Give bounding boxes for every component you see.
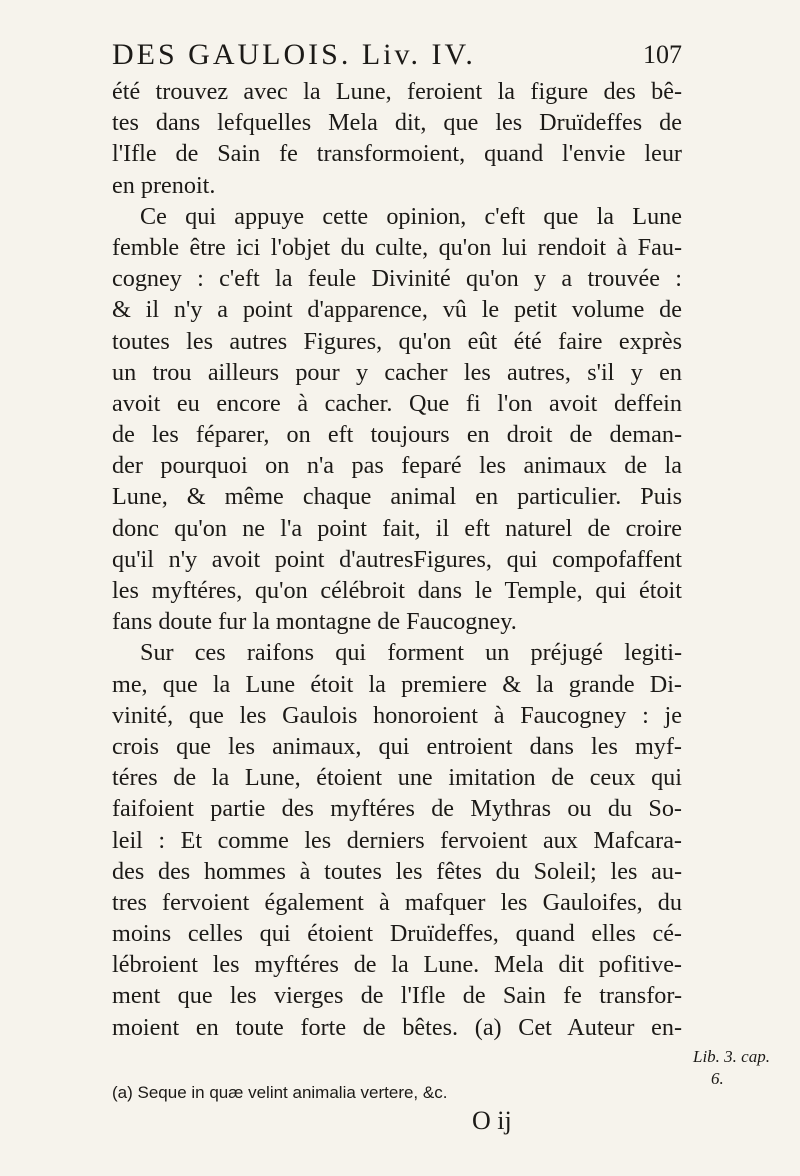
text-line: l'Ifle de Sain fe transformoient, quand l'envie leur xyxy=(112,140,682,168)
text-line: der pourquoi on n'a pas feparé les animaux de la xyxy=(112,452,682,480)
text-line: des des hommes à toutes les fêtes du Soleil; les au- xyxy=(112,857,682,885)
footnote: (a) Seque in quæ velint animalia vertere, &c. xyxy=(112,1083,448,1102)
page-number: 107 xyxy=(643,40,682,69)
text-line: les myftéres, qu'on célébroit dans le Temple, qui étoit xyxy=(112,577,682,604)
text-line: qu'il n'y avoit point d'autresFigures, qui compofaffent xyxy=(112,545,682,573)
text-line: été trouvez avec la Lune, feroient la figure des bê- xyxy=(112,78,682,105)
margin-note-reference: Lib. 3. cap. xyxy=(693,1047,770,1066)
text-line: crois que les animaux, qui entroient dans les myf- xyxy=(112,732,682,760)
text-line: tes dans lefquelles Mela dit, que les Druïdeffes de xyxy=(112,109,682,137)
text-line: lébroient les myftéres de la Lune. Mela dit pofitive- xyxy=(112,951,682,979)
text-line: cogney : c'eft la feule Divinité qu'on y a trouvée : xyxy=(112,265,682,293)
text-line: tres fervoient également à mafquer les Gauloifes, du xyxy=(112,888,682,916)
text-line: & il n'y a point d'apparence, vû le petit volume de xyxy=(112,296,682,324)
text-line: faifoient partie des myftéres de Mythras ou du So- xyxy=(112,795,682,823)
text-line: téres de la Lune, étoient une imitation de ceux qui xyxy=(112,764,682,792)
signature-mark: O ij xyxy=(472,1106,512,1135)
text-line: donc qu'on ne l'a point fait, il eft naturel de croire xyxy=(112,514,682,542)
text-line: femble être ici l'objet du culte, qu'on lui rendoit à Fau- xyxy=(112,233,682,261)
text-line: moins celles qui étoient Druïdeffes, quand elles cé- xyxy=(112,920,682,948)
text-line: fans doute fur la montagne de Faucogney. xyxy=(112,608,517,636)
margin-note-chapter: 6. xyxy=(711,1069,724,1088)
text-line: Lune, & même chaque animal en particulier. Puis xyxy=(112,483,682,511)
text-line: me, que la Lune étoit la premiere & la grande Di- xyxy=(112,670,682,698)
running-title: DES GAULOIS. Liv. IV. xyxy=(112,38,476,71)
text-line: un trou ailleurs pour y cacher les autres, s'il y en xyxy=(112,358,682,386)
text-line: ment que les vierges de l'Ifle de Sain fe transfor- xyxy=(112,982,682,1010)
text-line: leil : Et comme les derniers fervoient aux Mafcara- xyxy=(112,826,682,854)
text-line: Ce qui appuye cette opinion, c'eft que la Lune xyxy=(140,202,682,230)
text-line: moient en toute forte de bêtes. (a) Cet Auteur en- xyxy=(112,1013,682,1041)
margin-note xyxy=(693,1046,793,1090)
text-line: Sur ces raifons qui forment un préjugé legiti- xyxy=(140,639,682,667)
body-text xyxy=(112,76,682,1043)
text-line: en prenoit. xyxy=(112,171,216,199)
text-line: de les féparer, on eft toujours en droit de deman- xyxy=(112,421,682,449)
page-header xyxy=(112,38,682,78)
text-line: avoit eu encore à cacher. Que fi l'on avoit deffein xyxy=(112,389,682,417)
text-line: toutes les autres Figures, qu'on eût été faire exprès xyxy=(112,327,682,355)
text-line: vinité, que les Gaulois honoroient à Faucogney : je xyxy=(112,701,682,729)
